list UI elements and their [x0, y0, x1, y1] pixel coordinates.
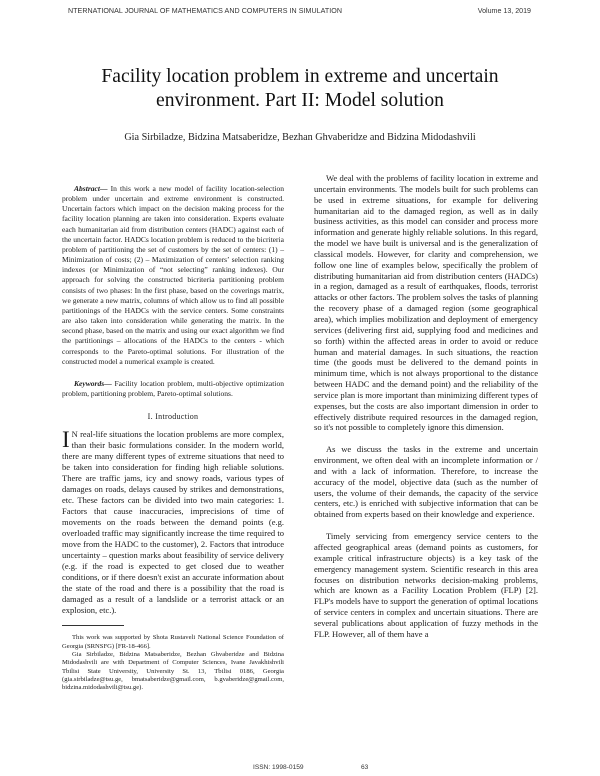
- journal-header: NTERNATIONAL JOURNAL OF MATHEMATICS AND COMPUTERS IN SIMULATION: [68, 7, 343, 15]
- footnote-funding: This work was supported by Shota Rustaveli National Science Foundation of Georgia (SRNSFG) [FR-18-466].: [62, 634, 284, 650]
- left-column: [62, 184, 284, 693]
- section-heading-introduction: I. Introduction: [147, 412, 199, 422]
- paper-title: Facility location problem in extreme and uncertain environment. Part II: Model solution: [101, 66, 499, 111]
- footnote-divider: [62, 625, 124, 626]
- page-number: 63: [361, 764, 369, 771]
- volume-label: Volume 13, 2019: [477, 7, 531, 15]
- keywords: [62, 379, 284, 399]
- issn-label: ISSN: 1998-0159: [253, 764, 304, 771]
- abstract-label: Abstract—: [74, 184, 108, 193]
- body-paragraph: Timely servicing from emergency service centers to the affected geographical areas (demand points as customers, for example critical infrastructure objects) is a key task of the emergency management system. Scientific research in this area focuses on distribution networks decision-making problems, which are known as a Facility Location Problem (FLP) [2]. FLP's models have to support the generation of optimal locations of service centers in complex and uncertain situations. There are several publications about application of fuzzy methods in the FLP. However, all of them have a: [314, 531, 538, 639]
- drop-cap: I: [62, 427, 70, 453]
- footnote-affiliation: Gia Sirbiladze, Bidzina Matsaberidze, Bezhan Ghvaberidze and Bidzina Midodashvili are with Department of Computer Sciences, Ivane Javakhishvili Tbilisi State University, University St. 13, Tbilisi 0186, Georgia (gia.sirbiladze@tsu.ge, bmatsaberidze@gmail.com, b.gvaberidze@gmail.com, bidzina.midodashvili@tsu.ge).: [62, 651, 284, 692]
- abstract-text: In this work a new model of facility location-selection problem under uncertain and extreme environment is constructed. Uncertain factors which impact on the decision making process for the facility location planning are taken into consideration. Experts evaluate each humanitarian aid from distribution centers (HADC) against each of the uncertain factor. HADCs location problem is reduced to the bicriteria problem of partitioning the set of customers by the set of centers: (1) – Minimization of costs; (2) – Maximization of centers’ selection ranking indexes (or Minimization of “not selecting” ranking indexes). Our approach for solving the constructed bicriteria partitioning problem consists of two phases: In the first phase, based on the coverings matrix, we generate a new matrix, columns of which allow us to find all possible partitionings of the HADCs with the service centers. Some constraints are also taken into consideration while generating the matrix. In the second phase, based on the matrix and using our exact algorithm we find the partitionings – allocations of the HADCs to the centers - which corresponds to the Pareto-optimal solutions. For illustration of the constructed model a numerical example is created.: [62, 184, 284, 366]
- abstract: [62, 184, 284, 367]
- keywords-label: Keywords—: [74, 378, 112, 388]
- introduction-text: N real-life situations the location problems are more complex, than their basic formulations consider. In the modern world, there are many different types of extreme situations that need to be taken into consideration for finding high reliable solutions. There are traffic jams, icy and snowy roads, various types of damages on roads, delays caused by strikes and demonstrations, etc. These factors can be divided into two main categories: 1. Factors that cause inaccuracies, imprecisions of time of movements on the roads between the demand points (e.g. overloaded traffic may significantly increase the time required to move from the HADC to the customer), 2. Factors that introduce uncertainty – question marks about feasibility of service delivery (e.g. if the road is expected to get closed due to weather conditions, or if there doesn't exist an accurate information about the state of the road and there is a possibility that the road is damaged as a result of a landslide or a terrorist attack or an explosion, etc.).: [62, 429, 284, 615]
- body-paragraph: We deal with the problems of facility location in extreme and uncertain environments. The models built for such problems can be used in extreme situations, for example for delivering humanitarian aid to the damaged region, as well as in daily business activities, as this model can consider and process more information and generate highly reliable solutions. In this regard, the model we have built is universal and is the generalization of classical models. However, for clarity and comprehension, we follow one line of examples below, specifically the problem of distributing humanitarian aid from distribution centers (HADCs) in a region, damaged as a result of earthquakes, floods, terrorist attacks or other factors. The problem solves the tasks of planning the recovery phase of a damaged region (some geographical area), which implies mobilization and deployment of emergency services (delivering first aid, supplying food and medicines and so forth) within the affected areas in order to avoid or reduce human and material damages. In such situations, the reaction time (the goods must be delivered to the demand points in minimum time, which is not always proportional to the distance between HADC and the demand point) and the reliability of the service plan is more important than minimizing different types of expenses, but the costs are also important dimension in order to effectively distribute required resources in the damaged region, so it's not possible to completely ignore this dimension.: [314, 173, 538, 433]
- right-column: [314, 173, 538, 640]
- author-list: Gia Sirbiladze, Bidzina Matsaberidze, Bezhan Ghvaberidze and Bidzina Midodashvili: [124, 132, 476, 143]
- body-paragraph: As we discuss the tasks in the extreme and uncertain environment, we often deal with an incomplete information or / and with a lack of information. Therefore, to increase the accuracy of the model, objective data (such as the number of users, the volume of their demands, the capacity of the service centers, etc.) is enriched with subjective information that can be obtained from experts based on their knowledge and experience.: [314, 444, 538, 520]
- keywords-text: Facility location problem, multi-objective optimization problem, partitioning problem, Pareto-optimal solutions.: [62, 378, 284, 398]
- introduction-paragraph: [62, 429, 284, 615]
